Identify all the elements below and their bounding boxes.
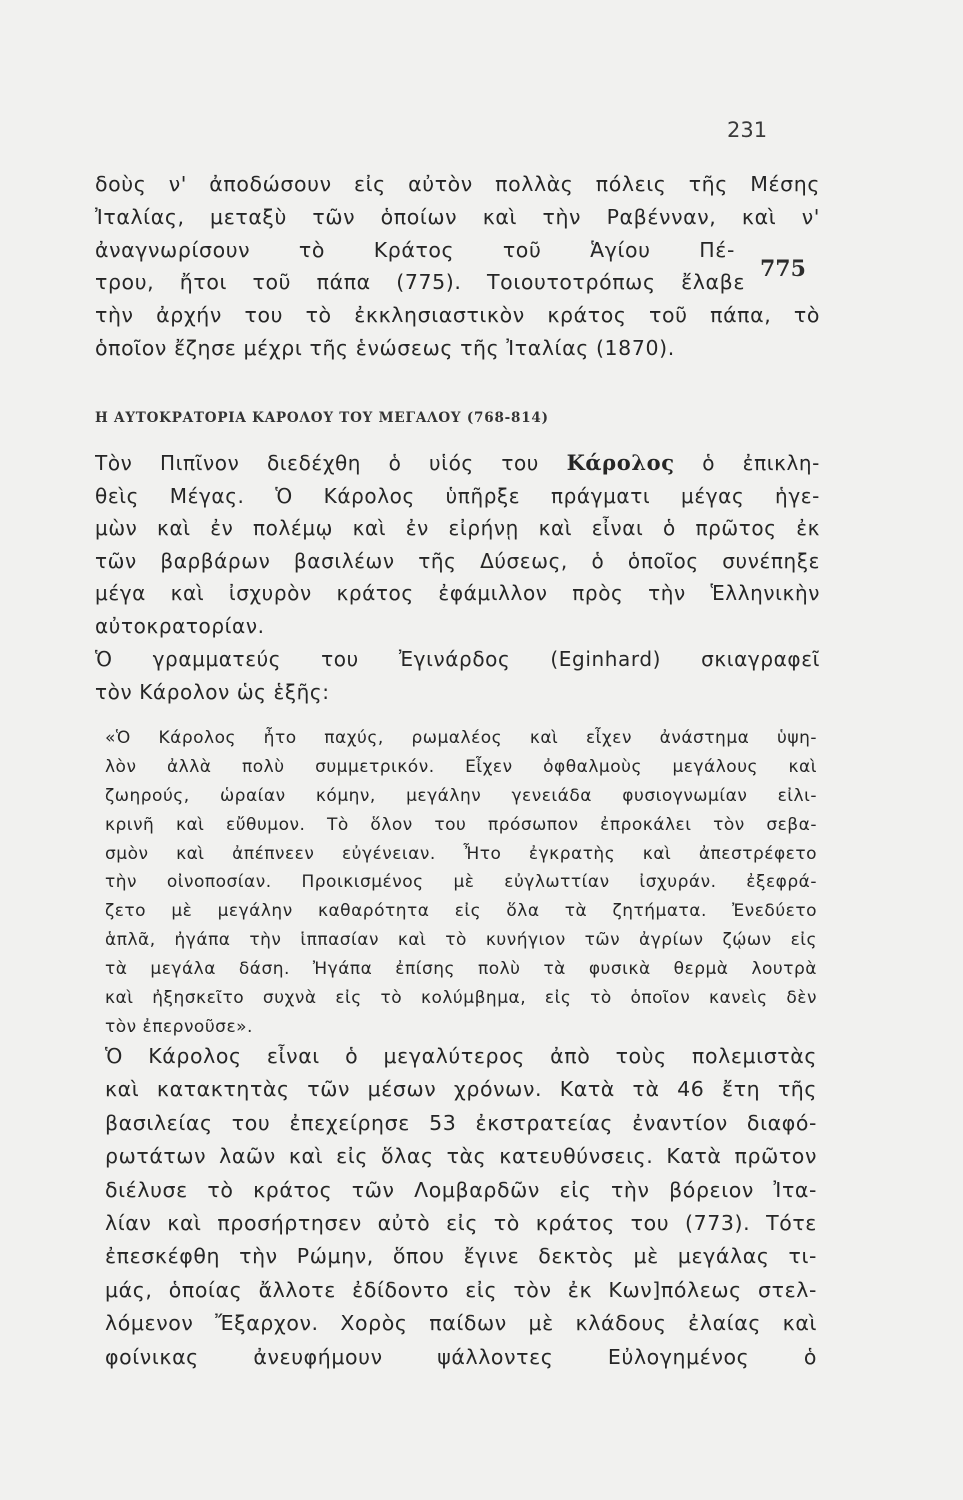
paragraph-2 [95, 447, 820, 642]
quote-line: ἁπλᾶ, ἠγάπα τὴν ἱππασίαν καὶ τὸ κυνήγιον τῶν ἀγρίων ζῴων εἰς [105, 930, 817, 951]
text-line: ὁποῖον ἔζησε μέχρι τῆς ἑνώσεως τῆς Ἰταλίας (1870). [95, 335, 675, 360]
quote-line: λὸν ἀλλὰ πολὺ συμμετρικόν. Εἶχεν ὀφθαλμοὺς μεγάλους καὶ [105, 756, 817, 777]
paragraph-1 [95, 168, 820, 365]
text-segment: Τὸν Πιπῖνον διεδέχθη ὁ υἱός του [95, 451, 539, 475]
section-heading: Η ΑΥΤΟΚΡΑΤΟΡΙΑ ΚΑΡΟΛΟΥ ΤΟΥ ΜΕΓΑΛΟΥ (768-814) [95, 410, 549, 426]
quote-line: σμὸν καὶ ἀπέπνεεν εὐγένειαν. Ἦτο ἐγκρατὴς καὶ ἀπεστρέφετο [105, 843, 817, 864]
quote-line: τὸν ἐπερνοῦσε». [105, 1016, 253, 1037]
paragraph-3 [95, 643, 820, 708]
text-line: φοίνικας ἀνευφήμουν ψάλλοντες Εὐλογημένος ὁ [105, 1344, 817, 1369]
text-line: καὶ κατακτητὰς τῶν μέσων χρόνων. Κατὰ τὰ 46 ἔτη τῆς [105, 1077, 817, 1102]
quote-line: καὶ ἠξησκεῖτο συχνὰ εἰς τὸ κολύμβημα, εἰς τὸ ὁποῖον κανεὶς δὲν [105, 988, 817, 1009]
emphasized-name: Κάρολος [566, 450, 675, 475]
quote-line: τὰ μεγάλα δάση. Ἠγάπα ἐπίσης πολὺ τὰ φυσικὰ θερμὰ λουτρὰ [105, 959, 817, 980]
text-line: λίαν καὶ προσήρτησεν αὐτὸ εἰς τὸ κράτος του (773). Τότε [105, 1210, 817, 1235]
quote-line: τὴν οἰνοποσίαν. Προικισμένος μὲ εὐγλωττίαν ἰσχυράν. ἐξεφρά- [105, 872, 817, 893]
quote-line: ζωηρούς, ὡραίαν κόμην, μεγάλην γενειάδα φυσιογνωμίαν εἰλι- [105, 785, 817, 806]
quote-line: κρινῆ καὶ εὔθυμον. Τὸ ὅλον του πρόσωπον ἐπροκάλει τὸν σεβα- [105, 814, 817, 835]
quote-line: «Ὁ Κάρολος ἦτο παχύς, ρωμαλέος καὶ εἶχεν ἀνάστημα ὑψη- [105, 728, 817, 748]
text-line: μέγα καὶ ἰσχυρὸν κράτος ἐφάμιλλον πρὸς τὴν Ἑλληνικὴν [95, 581, 820, 605]
text-line: τὸν Κάρολον ὡς ἑξῆς: [95, 679, 330, 704]
text-line: βασιλείας του ἐπεχείρησε 53 ἐκστρατείας ἐναντίον διαφό- [105, 1110, 817, 1135]
text-line: δοὺς ν' ἀποδώσουν εἰς αὐτὸν πολλὰς πόλεις τῆς Μέσης [95, 172, 820, 196]
page-number: 231 [727, 118, 768, 142]
text-line: τῶν βαρβάρων βασιλέων τῆς Δύσεως, ὁ ὁποῖος συνέπηξε [95, 548, 820, 573]
quote-block [105, 724, 817, 1042]
paragraph-4 [105, 1040, 817, 1374]
text-line [95, 447, 820, 480]
text-line: Ὁ Κάρολος εἶναι ὁ μεγαλύτερος ἀπὸ τοὺς πολεμιστὰς [105, 1044, 817, 1068]
text-line: Ὁ γραμματεύς του Ἐγινάρδος (Eginhard) σκιαγραφεῖ [95, 647, 820, 671]
text-line: Ἰταλίας, μεταξὺ τῶν ὁποίων καὶ τὴν Ραβένναν, καὶ ν' [95, 204, 820, 229]
text-line: ἀναγνωρίσουν τὸ Κράτος τοῦ Ἁγίου Πέ- [95, 237, 735, 262]
text-line: τρου, ἤτοι τοῦ πάπα (775). Τοιουτοτρόπως ἔλαβε [95, 270, 745, 295]
margin-year-note: 775 [760, 256, 806, 282]
text-line: διέλυσε τὸ κράτος τῶν Λομβαρδῶν εἰς τὴν βόρειον Ἰτα- [105, 1177, 817, 1202]
text-line: μάς, ὁποίας ἄλλοτε ἐδίδοντο εἰς τὸν ἐκ Κων]πόλεως στελ- [105, 1277, 817, 1302]
text-segment: ὁ ἐπικλη- [702, 451, 820, 475]
text-line: θεὶς Μέγας. Ὁ Κάρολος ὑπῆρξε πράγματι μέγας ἡγε- [95, 483, 820, 508]
text-line: ἐπεσκέφθη τὴν Ρώμην, ὅπου ἔγινε δεκτὸς μὲ μεγάλας τι- [105, 1244, 817, 1269]
text-line: λόμενον Ἔξαρχον. Χορὸς παίδων μὲ κλάδους ἐλαίας καὶ [105, 1311, 817, 1336]
text-line: αὐτοκρατορίαν. [95, 613, 265, 638]
quote-line: ζετο μὲ μεγάλην καθαρότητα εἰς ὅλα τὰ ζητήματα. Ἐνεδύετο [105, 901, 817, 922]
text-line: μὼν καὶ ἐν πολέμῳ καὶ ἐν εἰρήνῃ καὶ εἶναι ὁ πρῶτος ἐκ [95, 516, 820, 540]
text-line: ρωτάτων λαῶν καὶ εἰς ὅλας τὰς κατευθύνσεις. Κατὰ πρῶτον [105, 1144, 817, 1169]
text-line: τὴν ἀρχήν του τὸ ἐκκλησιαστικὸν κράτος τοῦ πάπα, τὸ [95, 303, 820, 328]
